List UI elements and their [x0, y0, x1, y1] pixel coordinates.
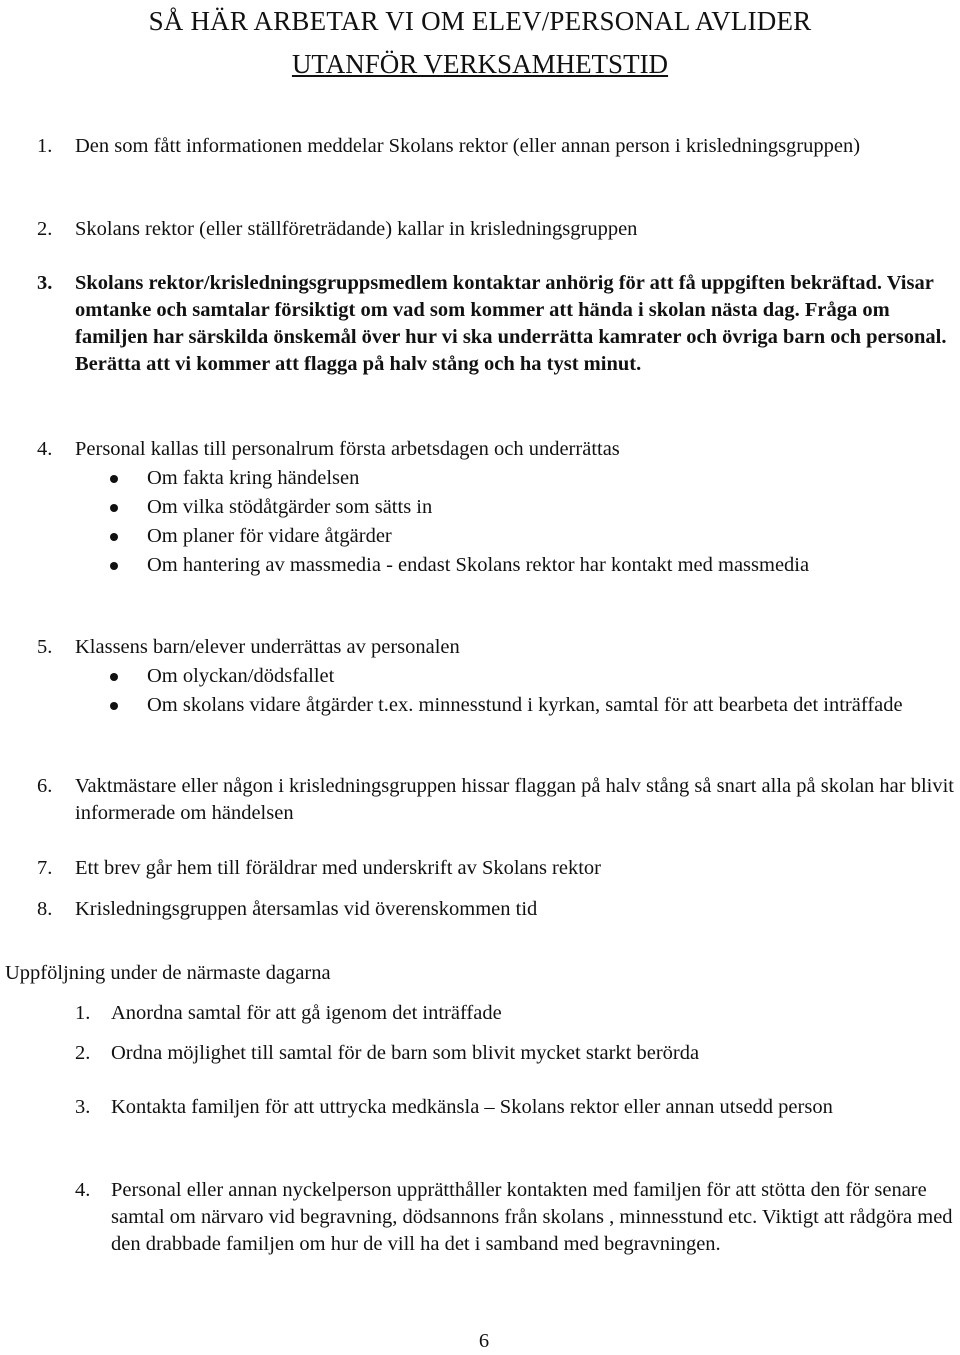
- step-text: Klassens barn/elever underrättas av personalen: [75, 636, 460, 658]
- step-text: Ett brev går hem till föräldrar med underskrift av Skolans rektor: [75, 857, 602, 879]
- page-subtitle: UTANFÖR VERKSAMHETSTID: [291, 49, 669, 79]
- step-number: 6.: [37, 775, 53, 797]
- followup-text: Anordna samtal för att gå igenom det inträffade: [111, 1002, 502, 1024]
- page-title: SÅ HÄR ARBETAR VI OM ELEV/PERSONAL AVLIDER: [148, 6, 812, 36]
- step-text: Krisledningsgruppen återsamlas vid överenskommen tid: [75, 898, 538, 920]
- bullet-item: Om hantering av massmedia - endast Skolans rektor har kontakt med massmedia: [147, 554, 810, 576]
- step-text-bold: Visar omtanke och samtalar försiktigt om vad som kommer att hända i skolan nästa dag. Fråga om familjen har särskilda önskemål över hur vi ska underrätta kamrater och övriga barn och personal. Berätta att vi kommer att flagga på halv stång och ha tyst minut.: [75, 272, 947, 375]
- bullet-item: Om vilka stödåtgärder som sätts in: [147, 496, 433, 518]
- bullet-icon: [110, 475, 118, 483]
- step-text: Skolans rektor (eller ställföreträdande) kallar in krisledningsgruppen: [75, 218, 638, 240]
- step-number: 8.: [37, 898, 53, 920]
- step-text: Personal kallas till personalrum första arbetsdagen och underrättas: [75, 438, 620, 460]
- page-number: 6: [478, 1330, 490, 1352]
- followup-number: 2.: [75, 1042, 91, 1064]
- followup-number: 1.: [75, 1002, 91, 1024]
- bullet-item: Om olyckan/dödsfallet: [147, 665, 335, 687]
- bullet-icon: [110, 562, 118, 570]
- step-number: 3.: [37, 272, 53, 294]
- bullet-icon: [110, 673, 118, 681]
- followup-heading: Uppföljning under de närmaste dagarna: [5, 962, 331, 984]
- step-text: Den som fått informationen meddelar Skolans rektor (eller annan person i krisledningsgruppen): [75, 135, 861, 157]
- bullet-item: Om skolans vidare åtgärder t.ex. minnesstund i kyrkan, samtal för att bearbeta det inträffade: [147, 694, 903, 716]
- step-number: 5.: [37, 636, 53, 658]
- bullet-icon: [110, 702, 118, 710]
- step-text-normal: Skolans rektor/krisledningsgruppsmedlem kontaktar anhörig för att få uppgiften bekräftad.: [75, 272, 882, 294]
- step-text: [75, 270, 959, 378]
- followup-number: 4.: [75, 1179, 91, 1201]
- step-number: 4.: [37, 438, 53, 460]
- bullet-icon: [110, 504, 118, 512]
- followup-text: Kontakta familjen för att uttrycka medkänsla – Skolans rektor eller annan utsedd person: [111, 1096, 833, 1118]
- bullet-item: Om fakta kring händelsen: [147, 467, 360, 489]
- step-number: 7.: [37, 857, 53, 879]
- step-text: Vaktmästare eller någon i krisledningsgruppen hissar flaggan på halv stång så snart alla på skolan har blivit informerade om händelsen: [75, 775, 954, 824]
- followup-number: 3.: [75, 1096, 91, 1118]
- step-number: 1.: [37, 135, 53, 157]
- step-number: 2.: [37, 218, 53, 240]
- followup-text: Personal eller annan nyckelperson upprätthåller kontakten med familjen för att stötta den för senare samtal om närvaro vid begravning, dödsannons från skolans , minnesstund etc. Viktigt att rådgöra med den drabbade familjen om hur de vill ha det i samband med begravningen.: [111, 1179, 953, 1255]
- bullet-item: Om planer för vidare åtgärder: [147, 525, 392, 547]
- followup-text: Ordna möjlighet till samtal för de barn som blivit mycket starkt berörda: [111, 1042, 700, 1064]
- bullet-icon: [110, 533, 118, 541]
